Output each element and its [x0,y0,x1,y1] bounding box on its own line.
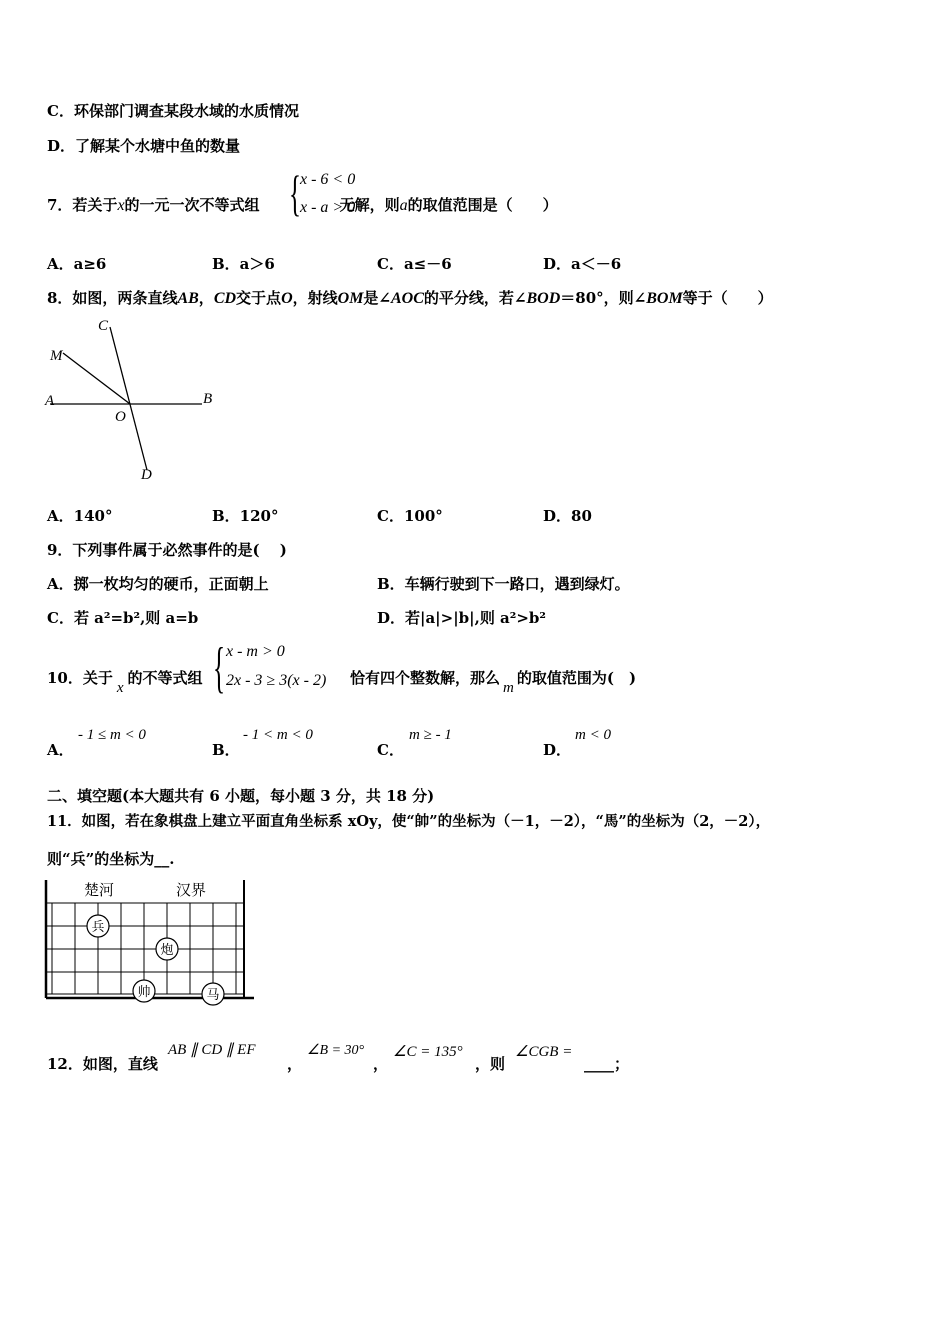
q8-option-a: A．140° [47,507,113,525]
q10-suffix1: 恰有四个整数解，那么 [350,669,501,687]
q9-option-c: C．若 a²=b²,则 a=b [47,609,199,627]
label-o: O [115,409,126,425]
q8-option-d: D．80 [543,507,592,525]
q9-option-b: B．车辆行驶到下一路口，遇到绿灯。 [377,575,630,593]
q10-var-m: m [503,680,514,696]
q10-option-c-expr: m ≥ - 1 [409,727,452,743]
q6-option-d: D．了解某个水塘中鱼的数量 [47,137,241,155]
piece-pao: 炮 [160,942,174,957]
q7-option-b: B．a＞6 [212,255,275,273]
q7-mid: 的一元一次不等式组 [124,196,260,214]
q8-cd: CD [213,290,237,307]
piece-ma: 马 [206,987,220,1002]
q12-blank-line: ____ [584,1055,614,1073]
q12-prefix: 12．如图，直线 [47,1055,158,1073]
q8-t2: 交于点 [236,289,282,307]
q8-t5: 的平分线，若∠ [423,289,527,307]
board-river-left: 楚河 [84,883,115,899]
q7-option-c: C．a≤－6 [377,255,452,273]
q12-mid: ，则 [475,1055,506,1073]
q10-mid: 的不等式组 [127,669,203,687]
q8-ab: AB [177,290,199,307]
q7-var-x: x [117,197,125,214]
q8-figure [40,315,230,485]
q8-sep: ， [198,289,214,307]
q7-suffix1: 无解，则 [339,196,400,214]
q11-chessboard [44,878,256,1008]
q10-tail [350,668,637,696]
q9-option-d: D．若|a|>|b|,则 a²>b² [377,609,546,627]
q10-option-c-letter: C． [377,741,404,759]
q7-system-row2: x - a > 0 [300,199,356,216]
q8-o: O [281,290,293,307]
q9-stem: 9．下列事件属于必然事件的是( ) [47,541,287,559]
q12-expr3: ∠C = 135° [393,1044,463,1060]
label-b: B [203,391,213,407]
q7-brace: { [289,165,301,221]
q7-option-d: D．a＜－6 [543,255,622,273]
q8-bod: BOD [526,290,561,307]
q10-system-row2: 2x - 3 ≥ 3(x - 2) [226,672,327,689]
q10-option-d-letter: D． [543,741,572,759]
q10-option-b-letter: B． [212,741,240,759]
q8-option-b: B．120° [212,507,279,525]
section2-heading: 二、填空题(本大题共有 6 小题，每小题 3 分，共 18 分) [47,787,435,805]
q12-expr2: ∠B = 30° [307,1043,365,1058]
q10-option-a-expr: - 1 ≤ m < 0 [78,727,146,743]
q10-stem [47,668,203,696]
q12-expr1: AB ∥ CD ∥ EF [168,1042,256,1058]
q8-option-c: C．100° [377,507,443,525]
q12-comma1: ， [287,1055,303,1073]
label-m: M [50,348,63,364]
q11-line1: 11．如图，若在象棋盘上建立平面直角坐标系 xOy，使“帥”的坐标为（－1，－2），“馬”的坐标为（2，－2）， [47,813,771,830]
q12-blank [584,1054,629,1074]
board-river-right: 汉界 [176,883,207,899]
q12-end: ； [614,1055,630,1073]
q8-bom: BOM [646,290,683,307]
q8-t1: 8．如图，两条直线 [47,289,178,307]
q6-option-c: C．环保部门调查某段水域的水质情况 [47,102,299,120]
q8-t4: 是∠ [363,289,391,307]
q8-stem [47,288,773,309]
q10-var-x: x [116,680,124,696]
q12-comma2: ， [373,1055,389,1073]
q8-aoc: AOC [391,290,424,307]
q10-option-a-letter: A． [47,741,74,759]
q7-prefix: 7．若关于 [47,196,118,214]
q7-system-row1: x - 6 < 0 [300,171,356,188]
q8-t6: ＝80°，则∠ [560,289,647,307]
line-cd [110,327,147,470]
label-c: C [98,318,109,334]
q7-var-a: a [399,197,408,214]
piece-bing: 兵 [91,919,105,934]
q10-option-b-expr: - 1 < m < 0 [243,727,313,743]
q9-option-a: A．掷一枚均匀的硬币，正面朝上 [47,575,269,593]
q10-suffix2: 的取值范围为( ) [516,669,637,687]
q11-line2: 则“兵”的坐标为__. [47,850,175,868]
piece-shuai: 帅 [137,984,151,999]
q7-suffix2: 的取值范围是（ ） [407,196,558,214]
q8-t3: ，射线 [292,289,338,307]
label-d: D [141,467,152,483]
q10-prefix: 10．关于 [47,669,113,687]
q12-expr4: ∠CGB = [515,1044,573,1060]
q8-t7: 等于（ ） [682,289,773,307]
q8-om: OM [337,290,364,307]
q10-system-row1: x - m > 0 [226,643,285,660]
q10-option-d-expr: m < 0 [575,727,611,743]
q7-option-a: A．a≥6 [47,255,107,273]
q10-brace: { [213,637,226,699]
ray-om [63,353,130,404]
label-a: A [45,393,55,409]
